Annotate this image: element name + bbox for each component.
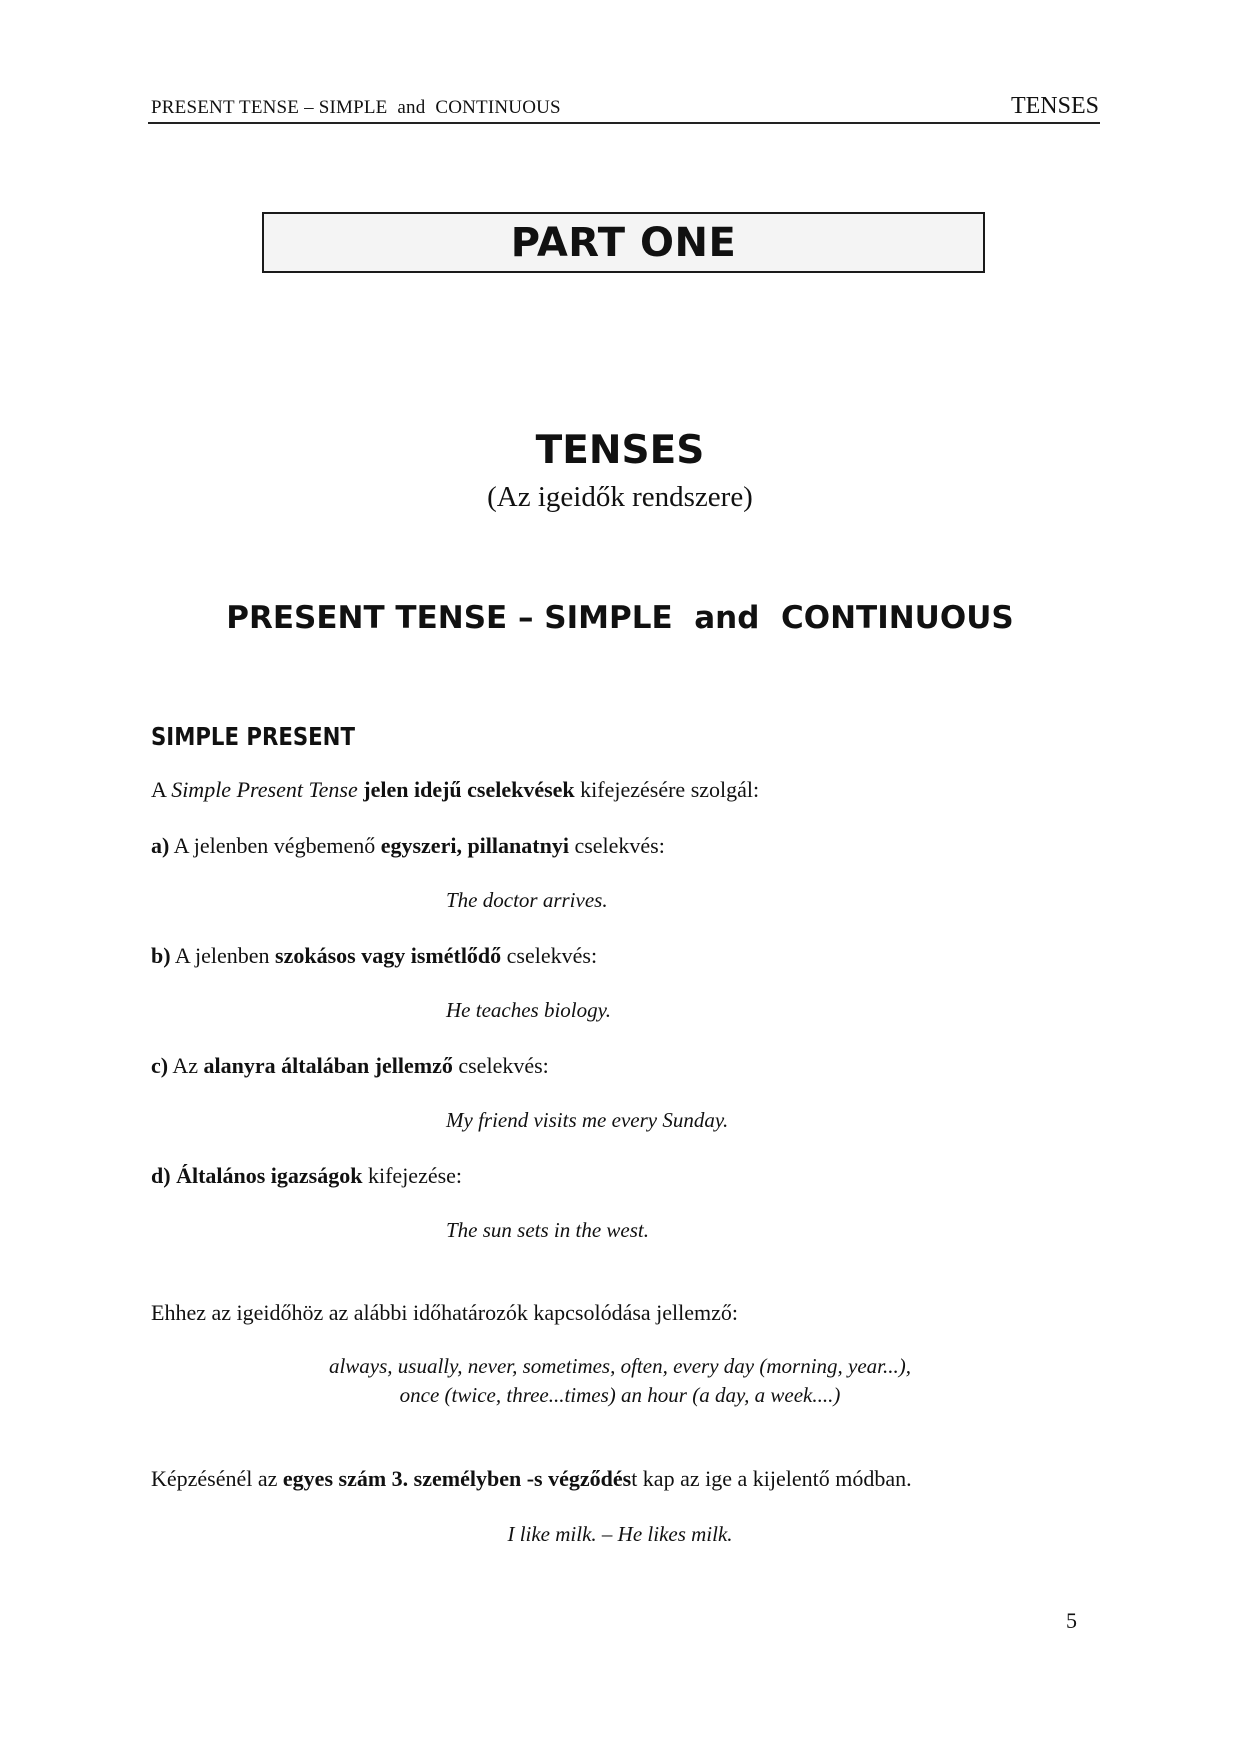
formation-text-2: t kap az ige a kijelentő módban.: [631, 1466, 912, 1491]
section-title: PRESENT TENSE – SIMPLE and CONTINUOUS: [226, 600, 1014, 636]
item-emphasis: Általános igazságok: [176, 1163, 363, 1188]
item-emphasis: szokásos vagy ismétlődő: [275, 943, 502, 968]
item-text: Az: [168, 1053, 204, 1078]
page-number: 5: [1066, 1608, 1077, 1633]
item-d: [151, 1163, 462, 1189]
example-a: The doctor arrives.: [446, 888, 608, 912]
subsection-title: SIMPLE PRESENT: [151, 722, 355, 751]
item-b: [151, 943, 597, 969]
item-label: a): [151, 833, 170, 858]
example-c: My friend visits me every Sunday.: [446, 1108, 729, 1132]
formation-example: I like milk. – He likes milk.: [507, 1522, 733, 1546]
item-text: A jelenben végbemenő: [169, 833, 381, 858]
item-a: [151, 833, 665, 859]
intro-emphasis: jelen idejű cselekvések: [363, 777, 575, 802]
intro-text-2: kifejezésére szolgál:: [574, 777, 760, 802]
adverbials-intro: Ehhez az igeidőhöz az alábbi időhatározók kapcsolódása jellemző:: [151, 1300, 739, 1325]
item-text: kifejezése:: [362, 1163, 463, 1188]
item-emphasis: egyszeri, pillanatnyi: [380, 833, 569, 858]
formation-emphasis: egyes szám 3. személyben -s végződés: [282, 1466, 632, 1491]
running-header: [148, 92, 1100, 124]
item-text: cselekvés:: [501, 943, 598, 968]
adverbials-line-1: always, usually, never, sometimes, often, every day (morning, year...),: [328, 1354, 912, 1378]
header-chapter-title: PRESENT TENSE – SIMPLE and CONTINUOUS: [151, 97, 561, 118]
formation-paragraph: [151, 1466, 912, 1492]
item-text: cselekvés:: [568, 833, 665, 858]
adverbials-line-2: once (twice, three...times) an hour (a day, a week....): [399, 1383, 841, 1407]
header-section-title: TENSES: [1010, 93, 1099, 119]
formation-text-1: Képzésénél az: [151, 1466, 283, 1491]
intro-paragraph: [151, 777, 759, 803]
item-c: [151, 1053, 549, 1079]
example-b: He teaches biology.: [446, 998, 612, 1022]
intro-text-1: A: [151, 777, 172, 802]
item-label: c): [151, 1053, 169, 1078]
part-title-box: [262, 212, 985, 273]
intro-term: Simple Present Tense: [171, 777, 358, 802]
part-title: PART ONE: [510, 219, 737, 266]
item-text: A jelenben: [170, 943, 276, 968]
item-emphasis: alanyra általában jellemző: [203, 1053, 453, 1078]
item-label: d): [151, 1163, 171, 1188]
item-text: cselekvés:: [452, 1053, 549, 1078]
item-label: b): [151, 943, 171, 968]
example-d: The sun sets in the west.: [446, 1218, 649, 1242]
main-title: TENSES: [535, 428, 705, 473]
main-subtitle: (Az igeidők rendszere): [487, 481, 753, 513]
